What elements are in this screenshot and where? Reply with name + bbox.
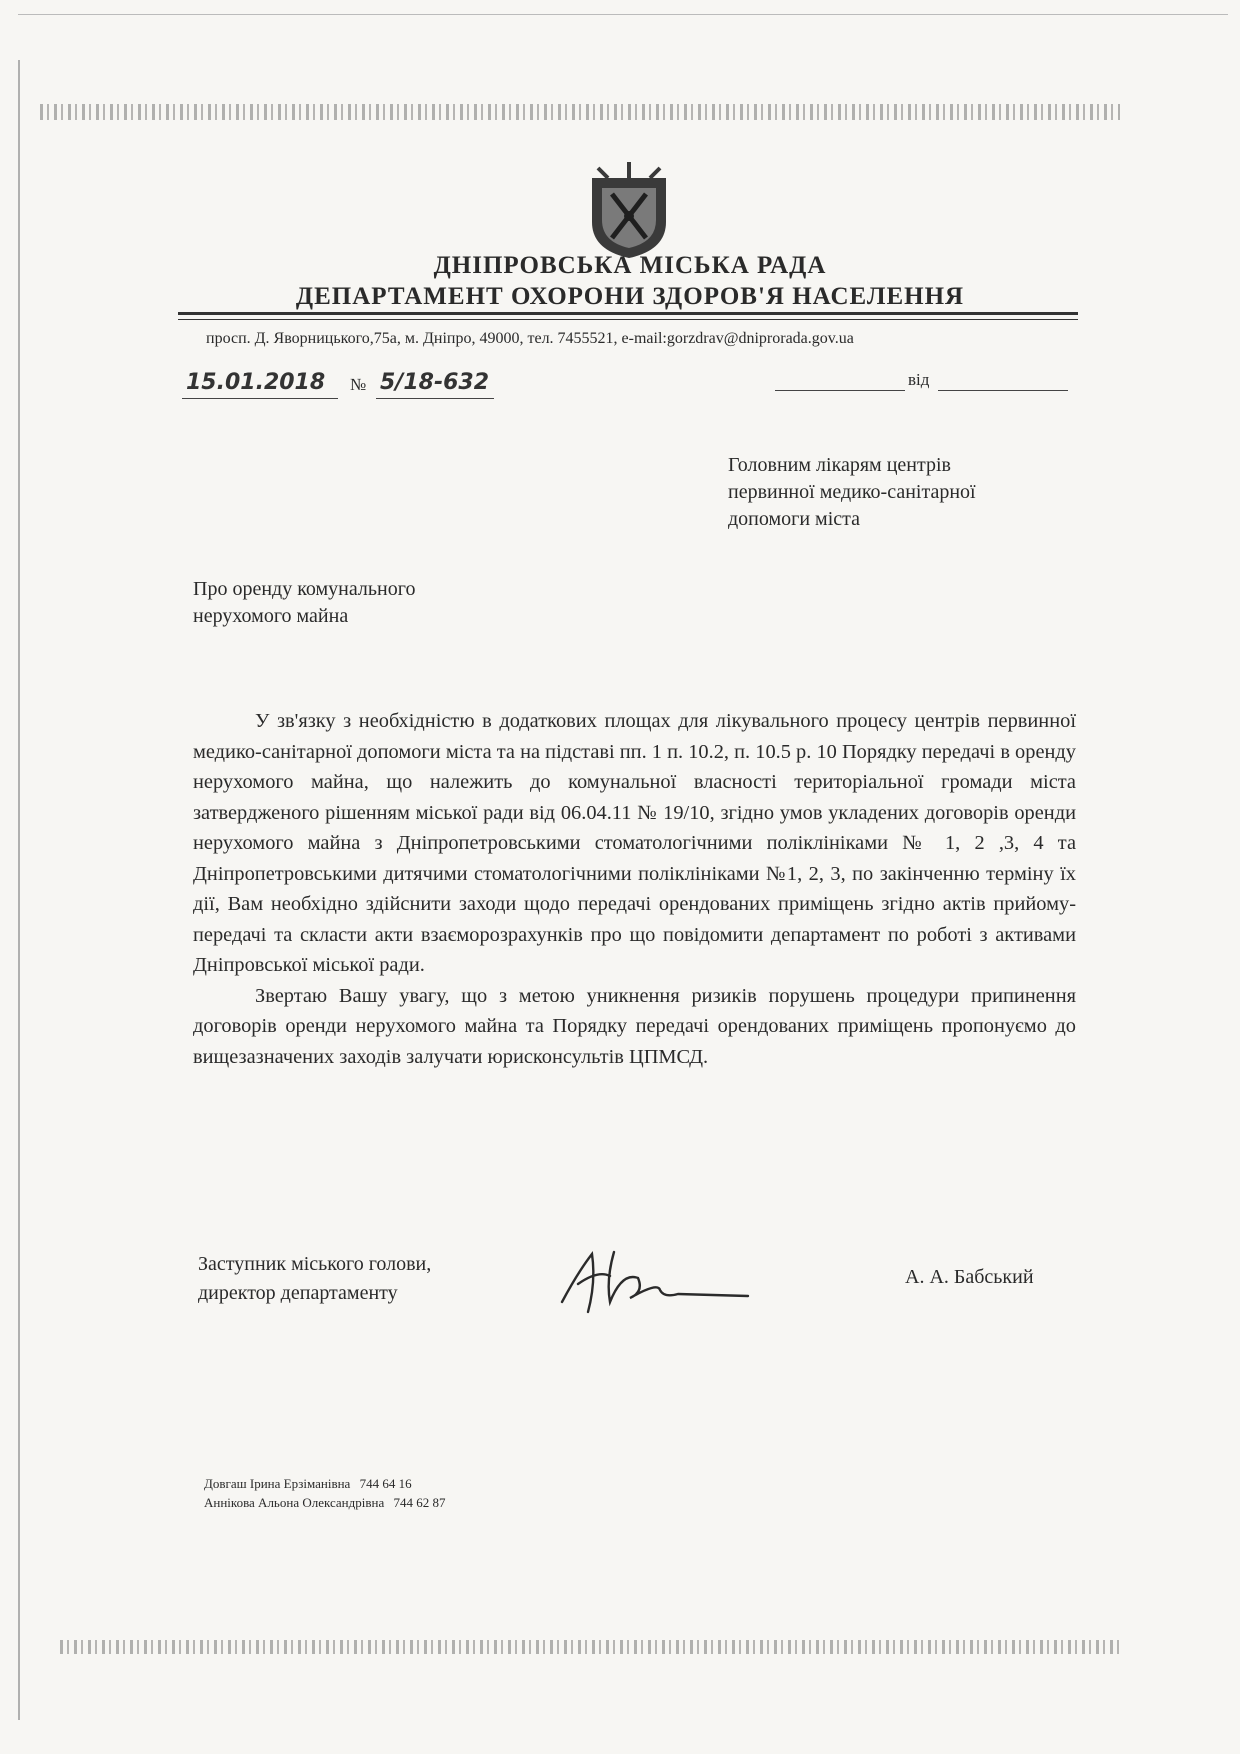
addressee-line: Головним лікарям центрів <box>728 454 951 476</box>
from-number-blank <box>775 390 905 391</box>
city-emblem-icon <box>584 160 674 260</box>
scan-noise-bottom <box>60 1640 1120 1654</box>
registration-date: 15.01.2018 <box>186 370 326 395</box>
subject-block <box>193 576 553 630</box>
addressee-block <box>728 452 1068 533</box>
handwritten-signature-icon <box>548 1232 778 1332</box>
contact-name: Довгаш Ірина Ерзіманівна <box>204 1476 351 1491</box>
contact-name: Аннікова Альона Олександрівна <box>204 1495 385 1510</box>
addressee-line: первинної медико-санітарної <box>728 481 976 503</box>
contact-row <box>204 1474 624 1493</box>
department-title: ДЕПАРТАМЕНТ ОХОРОНИ ЗДОРОВ'Я НАСЕЛЕННЯ <box>295 283 965 310</box>
scan-left-edge <box>18 60 20 1720</box>
signatory-position <box>198 1250 538 1308</box>
scan-top-edge <box>18 14 1228 15</box>
subject-line: нерухомого майна <box>193 605 349 627</box>
addressee-line: допомоги міста <box>728 508 861 530</box>
from-date-blank <box>938 390 1068 391</box>
signatory-name: А. А. Бабський <box>905 1266 1034 1288</box>
contact-phone: 744 62 87 <box>393 1495 446 1510</box>
body-paragraph: У зв'язку з необхідністю в додаткових площах для лікувального процесу центрів первинної медико-санітарної допомоги міста та на підставі пп. 1 п. 10.2, п. 10.5 р. 10 Порядку передачі в оренду нерухомого майна, що належить до комунальної власності територіальної громади міста затвердженого рішенням міської ради від 06.04.11 № 19/10, згідно умов укладених договорів оренди нерухомого майна з Дніпропетровськими стоматологічними поліклініками № 1, 2 ,3, 4 та Дніпропетровськими дитячими стоматологічними поліклініками №1, 2, 3, по закінченню терміну їх дії, Вам необхідно здійснити заходи щодо передачі орендованих приміщень згідно актів прийому-передачі та скласти акти взаєморозрахунків про що повідомити департамент по роботі з активами Дніпровської міської ради. <box>193 710 1076 976</box>
council-title: ДНІПРОВСЬКА МІСЬКА РАДА <box>433 252 827 279</box>
letter-body <box>193 706 1076 1072</box>
registration-number: 5/18-632 <box>380 370 490 395</box>
position-line: Заступник міського голови, <box>198 1253 432 1275</box>
contacts-block <box>204 1474 624 1512</box>
number-label: № <box>350 375 367 394</box>
body-paragraph: Звертаю Вашу увагу, що з метою уникнення ризиків порушень процедури припинення договорів оренди нерухомого майна та Порядку передачі орендованих приміщень пропонуємо до вищезазначених заходів залучати юрисконсультів ЦПМСД. <box>193 984 1076 1068</box>
date-underline <box>182 398 338 399</box>
subject-line: Про оренду комунального <box>193 578 416 600</box>
contact-row <box>204 1493 624 1512</box>
from-label: від <box>908 370 930 389</box>
contact-phone: 744 64 16 <box>359 1476 412 1491</box>
position-line: директор департаменту <box>198 1282 398 1304</box>
scan-noise-top <box>40 104 1120 120</box>
header-rule-thin <box>178 319 1078 320</box>
department-address: просп. Д. Яворницького,75а, м. Дніпро, 49000, тел. 7455521, e-mail:gorzdrav@dniprorada.gov.ua <box>206 330 854 347</box>
number-underline <box>376 398 494 399</box>
header-rule-thick <box>178 312 1078 315</box>
